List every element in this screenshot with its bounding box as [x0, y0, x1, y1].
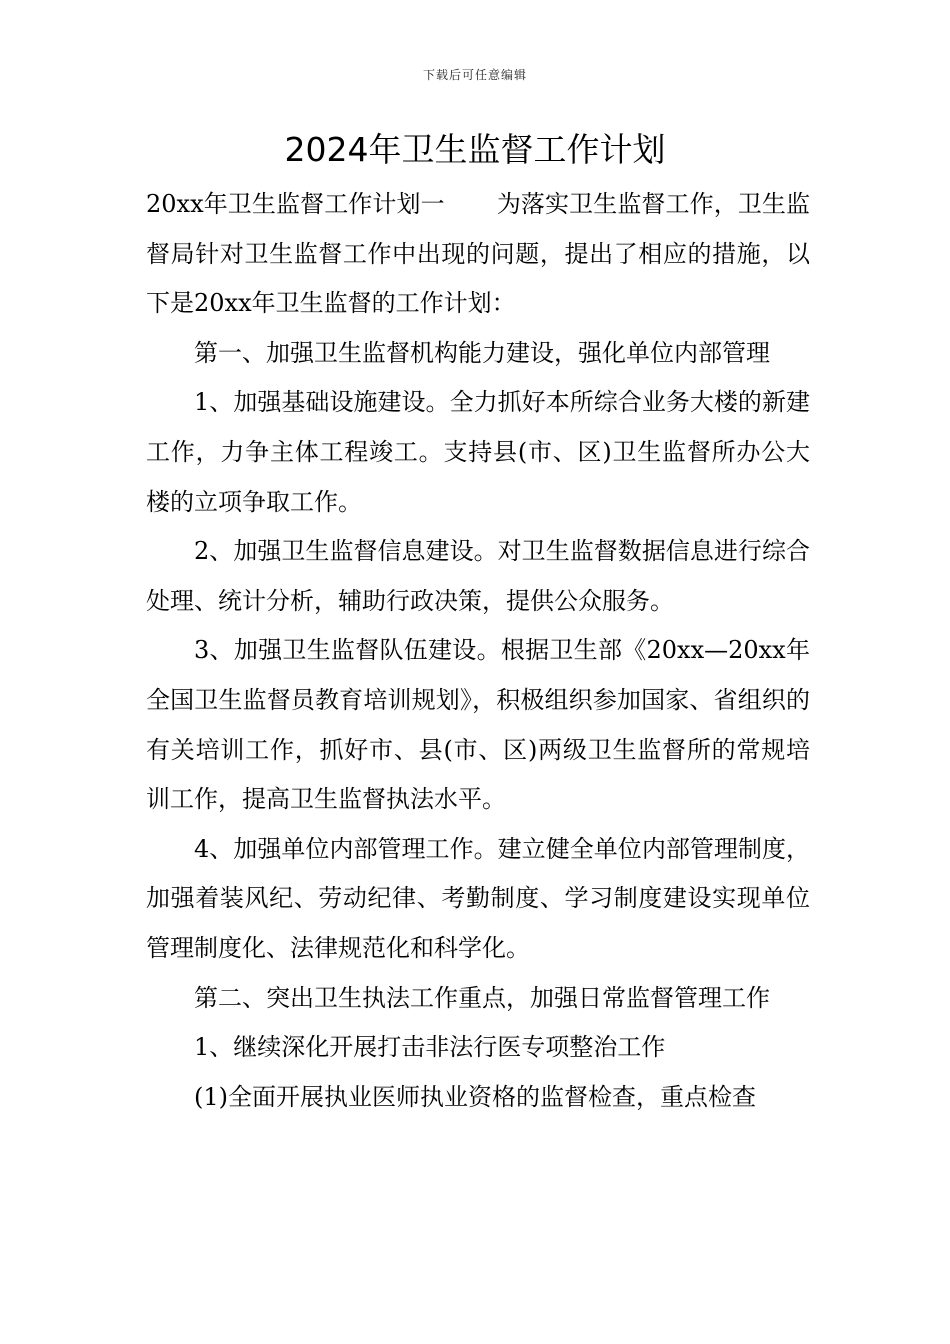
section-heading-1: 第一、加强卫生监督机构能力建设，强化单位内部管理 [194, 338, 770, 367]
header-note: 下载后可任意编辑 [422, 68, 527, 82]
section-heading-2: 第二、突出卫生执法工作重点，加强日常监督管理工作 [194, 983, 770, 1012]
paragraph-2-1: 1、继续深化开展打击非法行医专项整治工作 [194, 1033, 666, 1062]
document-title: 2024年卫生监督工作计划 [284, 130, 666, 169]
paragraph-1-2: 2、加强卫生监督信息建设。对卫生监督数据信息进行综合处理、统计分析，辅助行政决策，提供公众服务。 [146, 537, 810, 615]
lead-paragraph [146, 180, 810, 329]
document-body [146, 180, 810, 1122]
paragraph-1-3: 3、加强卫生监督队伍建设。根据卫生部《20xx—20xx年全国卫生监督员教育培训规划》，积极组织参加国家、省组织的有关培训工作，抓好市、县(市、区)两级卫生监督所的常规培训工作，提高卫生监督执法水平。 [146, 636, 810, 814]
paragraph-1-1: 1、加强基础设施建设。全力抓好本所综合业务大楼的新建工作，力争主体工程竣工。支持县(市、区)卫生监督所办公大楼的立项争取工作。 [146, 388, 810, 516]
lead-text: 为落实卫生监督工作，卫生监督局针对卫生监督工作中出现的问题，提出了相应的措施，以下是20xx年卫生监督的工作计划： [146, 190, 811, 318]
paragraph-1-4: 4、加强单位内部管理工作。建立健全单位内部管理制度，加强着装风纪、劳动纪律、考勤制度、学习制度建设实现单位管理制度化、法律规范化和科学化。 [146, 834, 810, 962]
paragraph-2-1-1: (1)全面开展执业医师执业资格的监督检查，重点检查 [194, 1082, 756, 1111]
lead-heading: 20xx年卫生监督工作计划一 [146, 190, 445, 218]
